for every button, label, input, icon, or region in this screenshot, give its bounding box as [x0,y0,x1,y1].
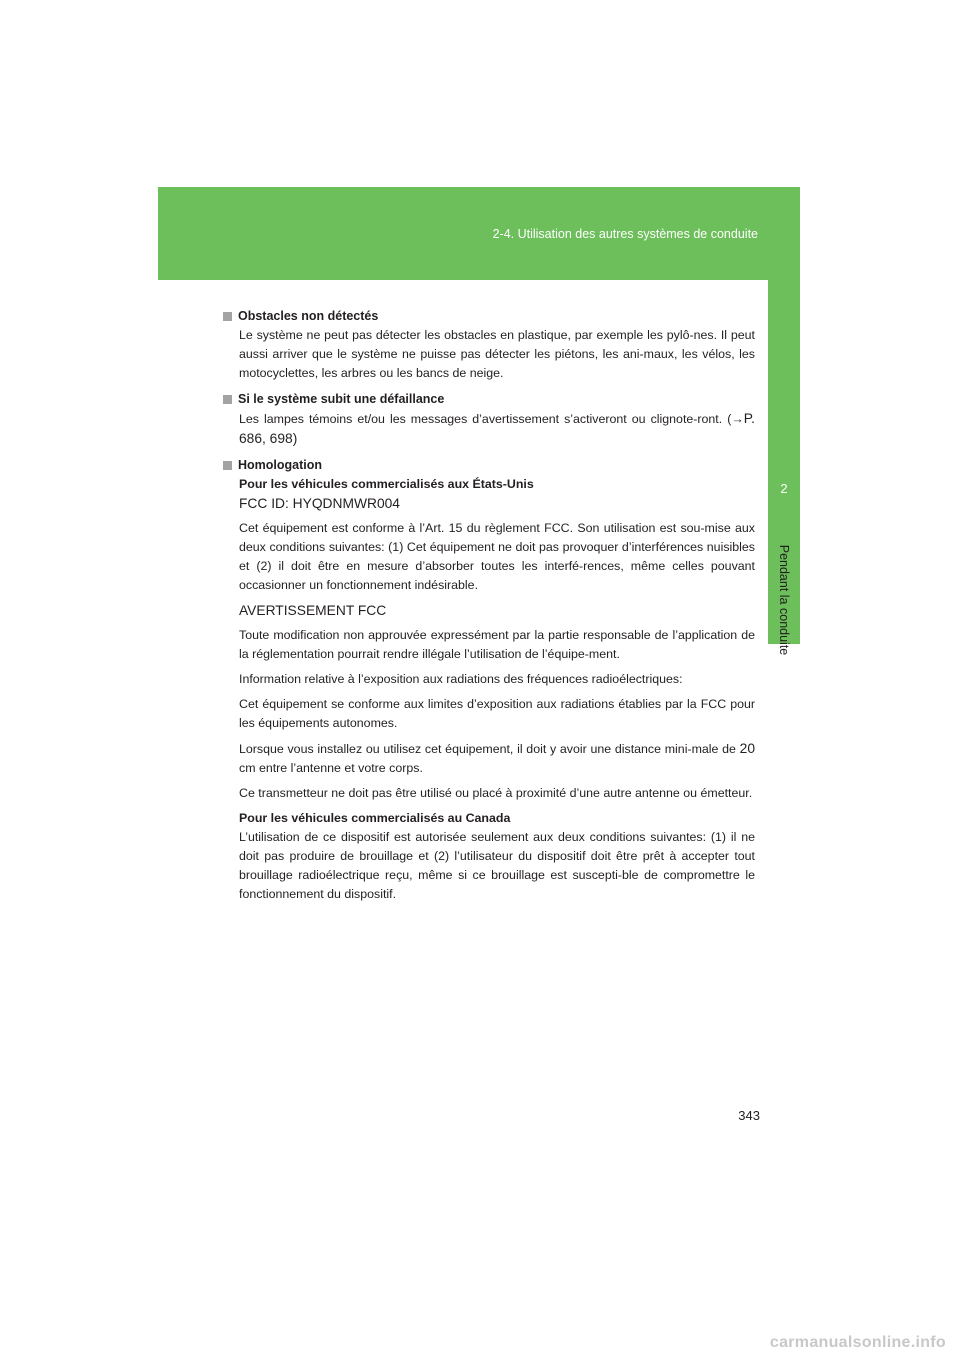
paragraph: L’utilisation de ce dispositif est autorisée seulement aux deux conditions suivantes: (1) il ne doit pas produire de brouillage et (2) l’utilisateur du dispositif doit être prêt à accepter tout brouillage radioélectrique reçu, même si ce brouillage est suscepti-ble de compromettre le fonctionnement du dispositif. [239,830,755,901]
section-heading-text: Si le système subit une défaillance [238,392,445,406]
chapter-title: 2-4. Utilisation des autres systèmes de conduite [492,227,758,241]
canada-subheading: Pour les véhicules commercialisés au Canada [239,811,511,825]
section-malfunction [223,390,755,449]
paragraph-text: Les lampes témoins et/ou les messages d’avertissement s’activeront ou clignote-ront. ( [239,412,732,426]
section-obstacles [223,307,755,383]
section-heading [223,456,755,475]
square-bullet-icon [223,461,232,470]
chapter-side-label [768,535,800,665]
paragraph-text: cm entre l’antenne et votre corps. [239,761,423,775]
page-number: 343 [738,1108,760,1123]
paragraph: Information relative à l’exposition aux radiations des fréquences radioélectriques: [239,672,683,686]
paragraph: Cet équipement se conforme aux limites d’exposition aux radiations établies par la FCC pour les équipements autonomes. [239,697,755,730]
fcc-id: FCC ID: HYQDNMWR004 [239,496,400,511]
section-heading-text: Obstacles non détectés [238,309,379,323]
arrow-icon: → [731,412,744,426]
square-bullet-icon [223,312,232,321]
section-heading [223,390,755,409]
watermark: carmanualsonline.info [769,1334,946,1351]
paragraph: Toute modification non approuvée expressément par la partie responsable de l’application de la réglementation pourrait rendre illégale l’utilisation de l’équipe-ment. [239,628,755,661]
paragraph [239,409,755,449]
distance-value: 20 [739,741,755,756]
paragraph: Ce transmetteur ne doit pas être utilisé ou placé à proximité d’une autre antenne ou émetteur. [239,786,753,800]
paragraph: Le système ne peut pas détecter les obstacles en plastique, par exemple les pylô-nes. Il peut aussi arriver que le système ne puisse pas détecter les piétons, les ani-maux, les vélos, les motocyclettes, les arbres ou les bancs de neige. [239,328,755,380]
page-content [223,307,755,911]
us-subheading: Pour les véhicules commercialisés aux États-Unis [239,477,534,491]
square-bullet-icon [223,395,232,404]
paragraph-text: Lorsque vous installez ou utilisez cet équipement, il doit y avoir une distance mini-male de [239,742,740,756]
section-heading [223,307,755,326]
chapter-header-band [158,187,800,280]
page-reference: P. 686, 698) [239,411,755,446]
section-heading-text: Homologation [238,458,323,472]
fcc-warning-title: AVERTISSEMENT FCC [239,603,387,618]
paragraph: Cet équipement est conforme à l’Art. 15 du règlement FCC. Son utilisation est sou-mise aux deux conditions suivantes: (1) Cet équipement ne doit pas provoquer d’interférences nuisibles et (2) il doit être en mesure d’absorber toutes les interfé-rences, même celles pouvant occasionner un fonctionnement indésirable. [239,521,755,592]
paragraph [239,739,755,778]
chapter-number: 2 [780,481,788,496]
chapter-side-label-text: Pendant la conduite [777,544,791,656]
section-homologation [223,456,755,904]
